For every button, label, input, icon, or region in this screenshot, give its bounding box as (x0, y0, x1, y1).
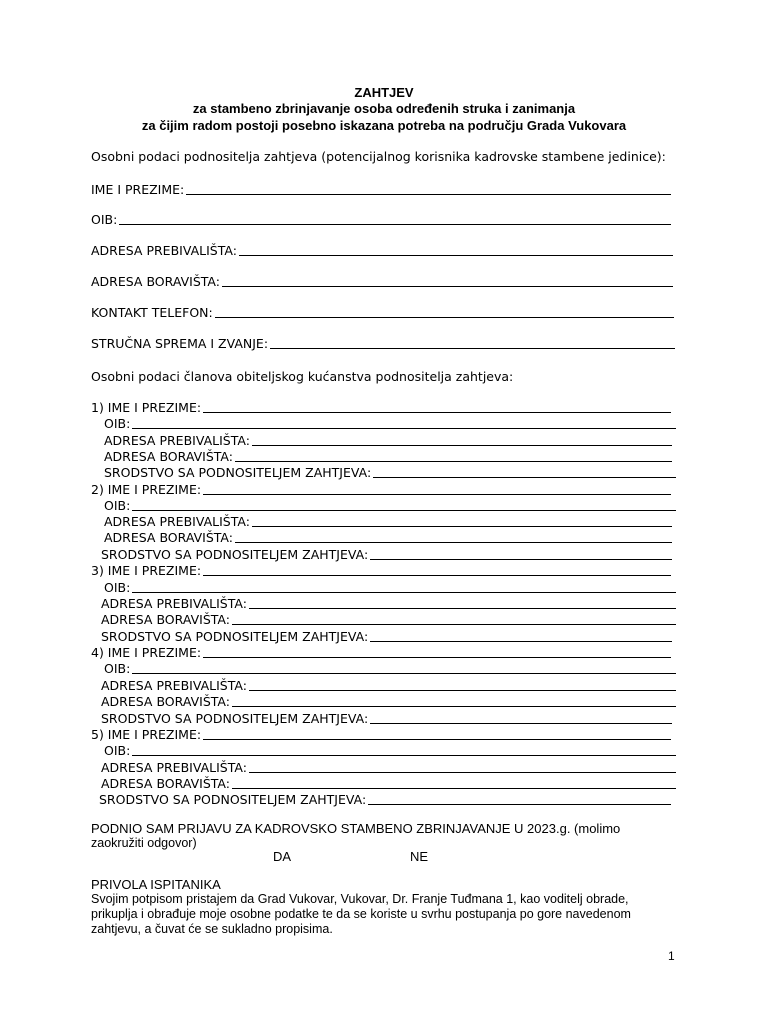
fill-line (132, 498, 676, 511)
member-5-boraviste-field[interactable] (101, 776, 676, 791)
field-label: 2) IME I PREZIME: (91, 482, 202, 497)
answer-no[interactable]: NE (410, 849, 429, 864)
applicant-oib-field[interactable] (91, 212, 671, 227)
answer-yes[interactable]: DA (273, 849, 292, 864)
fill-line (232, 694, 676, 707)
page-number: 1 (668, 949, 675, 963)
field-label: SRODSTVO SA PODNOSITELJEM ZAHTJEVA: (101, 547, 369, 562)
fill-line (239, 243, 673, 256)
member-3-oib-field[interactable] (104, 580, 676, 595)
fill-line (370, 711, 672, 724)
field-label: 5) IME I PREZIME: (91, 727, 202, 742)
field-label: IME I PREZIME: (91, 182, 185, 197)
consent-heading: PRIVOLA ISPITANIKA (91, 877, 221, 892)
field-label: OIB: (104, 416, 131, 431)
member-3-srodstvo-field[interactable] (101, 629, 672, 644)
fill-line (186, 182, 671, 195)
applicant-intro: Osobni podaci podnositelja zahtjeva (potencijalnog korisnika kadrovske stambene jedinice): (91, 149, 666, 164)
consent-section (91, 877, 691, 937)
field-label: OIB: (104, 661, 131, 676)
document-subtitle-1: za stambeno zbrinjavanje osoba određenih struka i zanimanja (192, 101, 576, 116)
consent-line-1: Svojim potpisom pristajem da Grad Vukovar, Vukovar, Dr. Franje Tuđmana 1, kao voditelj obrade, (91, 892, 629, 906)
field-label: OIB: (104, 743, 131, 758)
field-label: OIB: (104, 498, 131, 513)
prior-application-question (91, 821, 691, 851)
fill-line (203, 482, 671, 495)
field-label: STRUČNA SPREMA I ZVANJE: (91, 336, 269, 351)
question-line-1: PODNIO SAM PRIJAVU ZA KADROVSKO STAMBENO ZBRINJAVANJE U 2023.g. (molimo (91, 821, 621, 836)
field-label: KONTAKT TELEFON: (91, 305, 213, 320)
field-label: ADRESA PREBIVALIŠTA: (101, 596, 247, 611)
field-label: ADRESA BORAVIŠTA: (91, 274, 220, 289)
member-1-oib-field[interactable] (104, 416, 676, 431)
fill-line (203, 563, 671, 576)
fill-line (249, 760, 676, 773)
field-label: ADRESA BORAVIŠTA: (104, 449, 233, 464)
field-label: 1) IME I PREZIME: (91, 400, 202, 415)
fill-line (132, 580, 676, 593)
applicant-prebivaliste-field[interactable] (91, 243, 673, 258)
fill-line (132, 661, 676, 674)
fill-line (132, 743, 676, 756)
field-label: SRODSTVO SA PODNOSITELJEM ZAHTJEVA: (99, 792, 367, 807)
question-line-2: zaokružiti odgovor) (91, 836, 197, 850)
field-label: ADRESA BORAVIŠTA: (101, 612, 230, 627)
fill-line (249, 678, 676, 691)
member-5-prebivaliste-field[interactable] (101, 760, 676, 775)
member-1-srodstvo-field[interactable] (104, 465, 676, 480)
fill-line (203, 400, 671, 413)
fill-line (373, 465, 676, 478)
fill-line (232, 612, 676, 625)
consent-line-3: zahtjevu, a čuvat će se sukladno propisima. (91, 922, 333, 936)
field-label: SRODSTVO SA PODNOSITELJEM ZAHTJEVA: (101, 711, 369, 726)
member-3-prebivaliste-field[interactable] (101, 596, 676, 611)
document-subtitle-2: za čijim radom postoji posebno iskazana potreba na području Grada Vukovara (141, 118, 627, 133)
fill-line (203, 645, 671, 658)
field-label: OIB: (91, 212, 118, 227)
field-label: 4) IME I PREZIME: (91, 645, 202, 660)
field-label: ADRESA BORAVIŠTA: (101, 776, 230, 791)
fill-line (270, 336, 675, 349)
member-2-oib-field[interactable] (104, 498, 676, 513)
member-2-name-field[interactable] (91, 482, 671, 497)
fill-line (215, 305, 674, 318)
member-2-prebivaliste-field[interactable] (104, 514, 672, 529)
member-4-boraviste-field[interactable] (101, 694, 676, 709)
member-5-name-field[interactable] (91, 727, 671, 742)
field-label: ADRESA PREBIVALIŠTA: (91, 243, 237, 258)
member-2-boraviste-field[interactable] (104, 530, 672, 545)
applicant-phone-field[interactable] (91, 305, 674, 320)
field-label: SRODSTVO SA PODNOSITELJEM ZAHTJEVA: (104, 465, 372, 480)
member-5-srodstvo-field[interactable] (99, 792, 671, 807)
members-intro: Osobni podaci članova obiteljskog kućanstva podnositelja zahtjeva: (91, 369, 514, 384)
member-4-prebivaliste-field[interactable] (101, 678, 676, 693)
fill-line (235, 449, 672, 462)
member-3-name-field[interactable] (91, 563, 671, 578)
field-label: ADRESA BORAVIŠTA: (104, 530, 233, 545)
member-1-name-field[interactable] (91, 400, 671, 415)
fill-line (252, 514, 672, 527)
fill-line (222, 274, 673, 287)
applicant-name-field[interactable] (91, 182, 671, 197)
field-label: ADRESA BORAVIŠTA: (101, 694, 230, 709)
fill-line (252, 433, 672, 446)
fill-line (132, 416, 676, 429)
consent-line-2: prikuplja i obrađuje moje osobne podatke te da se koriste u svrhu postupanja po gore navedenom (91, 907, 631, 921)
fill-line (370, 547, 672, 560)
fill-line (203, 727, 671, 740)
field-label: OIB: (104, 580, 131, 595)
field-label: ADRESA PREBIVALIŠTA: (101, 760, 247, 775)
applicant-qualification-field[interactable] (91, 336, 675, 351)
field-label: ADRESA PREBIVALIŠTA: (104, 433, 250, 448)
field-label: ADRESA PREBIVALIŠTA: (104, 514, 250, 529)
member-1-boraviste-field[interactable] (104, 449, 672, 464)
field-label: ADRESA PREBIVALIŠTA: (101, 678, 247, 693)
fill-line (368, 792, 671, 805)
member-4-oib-field[interactable] (104, 661, 676, 676)
document-title: ZAHTJEV (354, 85, 414, 100)
member-4-name-field[interactable] (91, 645, 671, 660)
member-4-srodstvo-field[interactable] (101, 711, 672, 726)
field-label: 3) IME I PREZIME: (91, 563, 202, 578)
member-5-oib-field[interactable] (104, 743, 676, 758)
fill-line (235, 530, 672, 543)
fill-line (249, 596, 676, 609)
member-3-boraviste-field[interactable] (101, 612, 676, 627)
field-label: SRODSTVO SA PODNOSITELJEM ZAHTJEVA: (101, 629, 369, 644)
member-1-prebivaliste-field[interactable] (104, 433, 672, 448)
fill-line (370, 629, 672, 642)
applicant-boraviste-field[interactable] (91, 274, 673, 289)
fill-line (119, 212, 671, 225)
fill-line (232, 776, 676, 789)
member-2-srodstvo-field[interactable] (101, 547, 672, 562)
